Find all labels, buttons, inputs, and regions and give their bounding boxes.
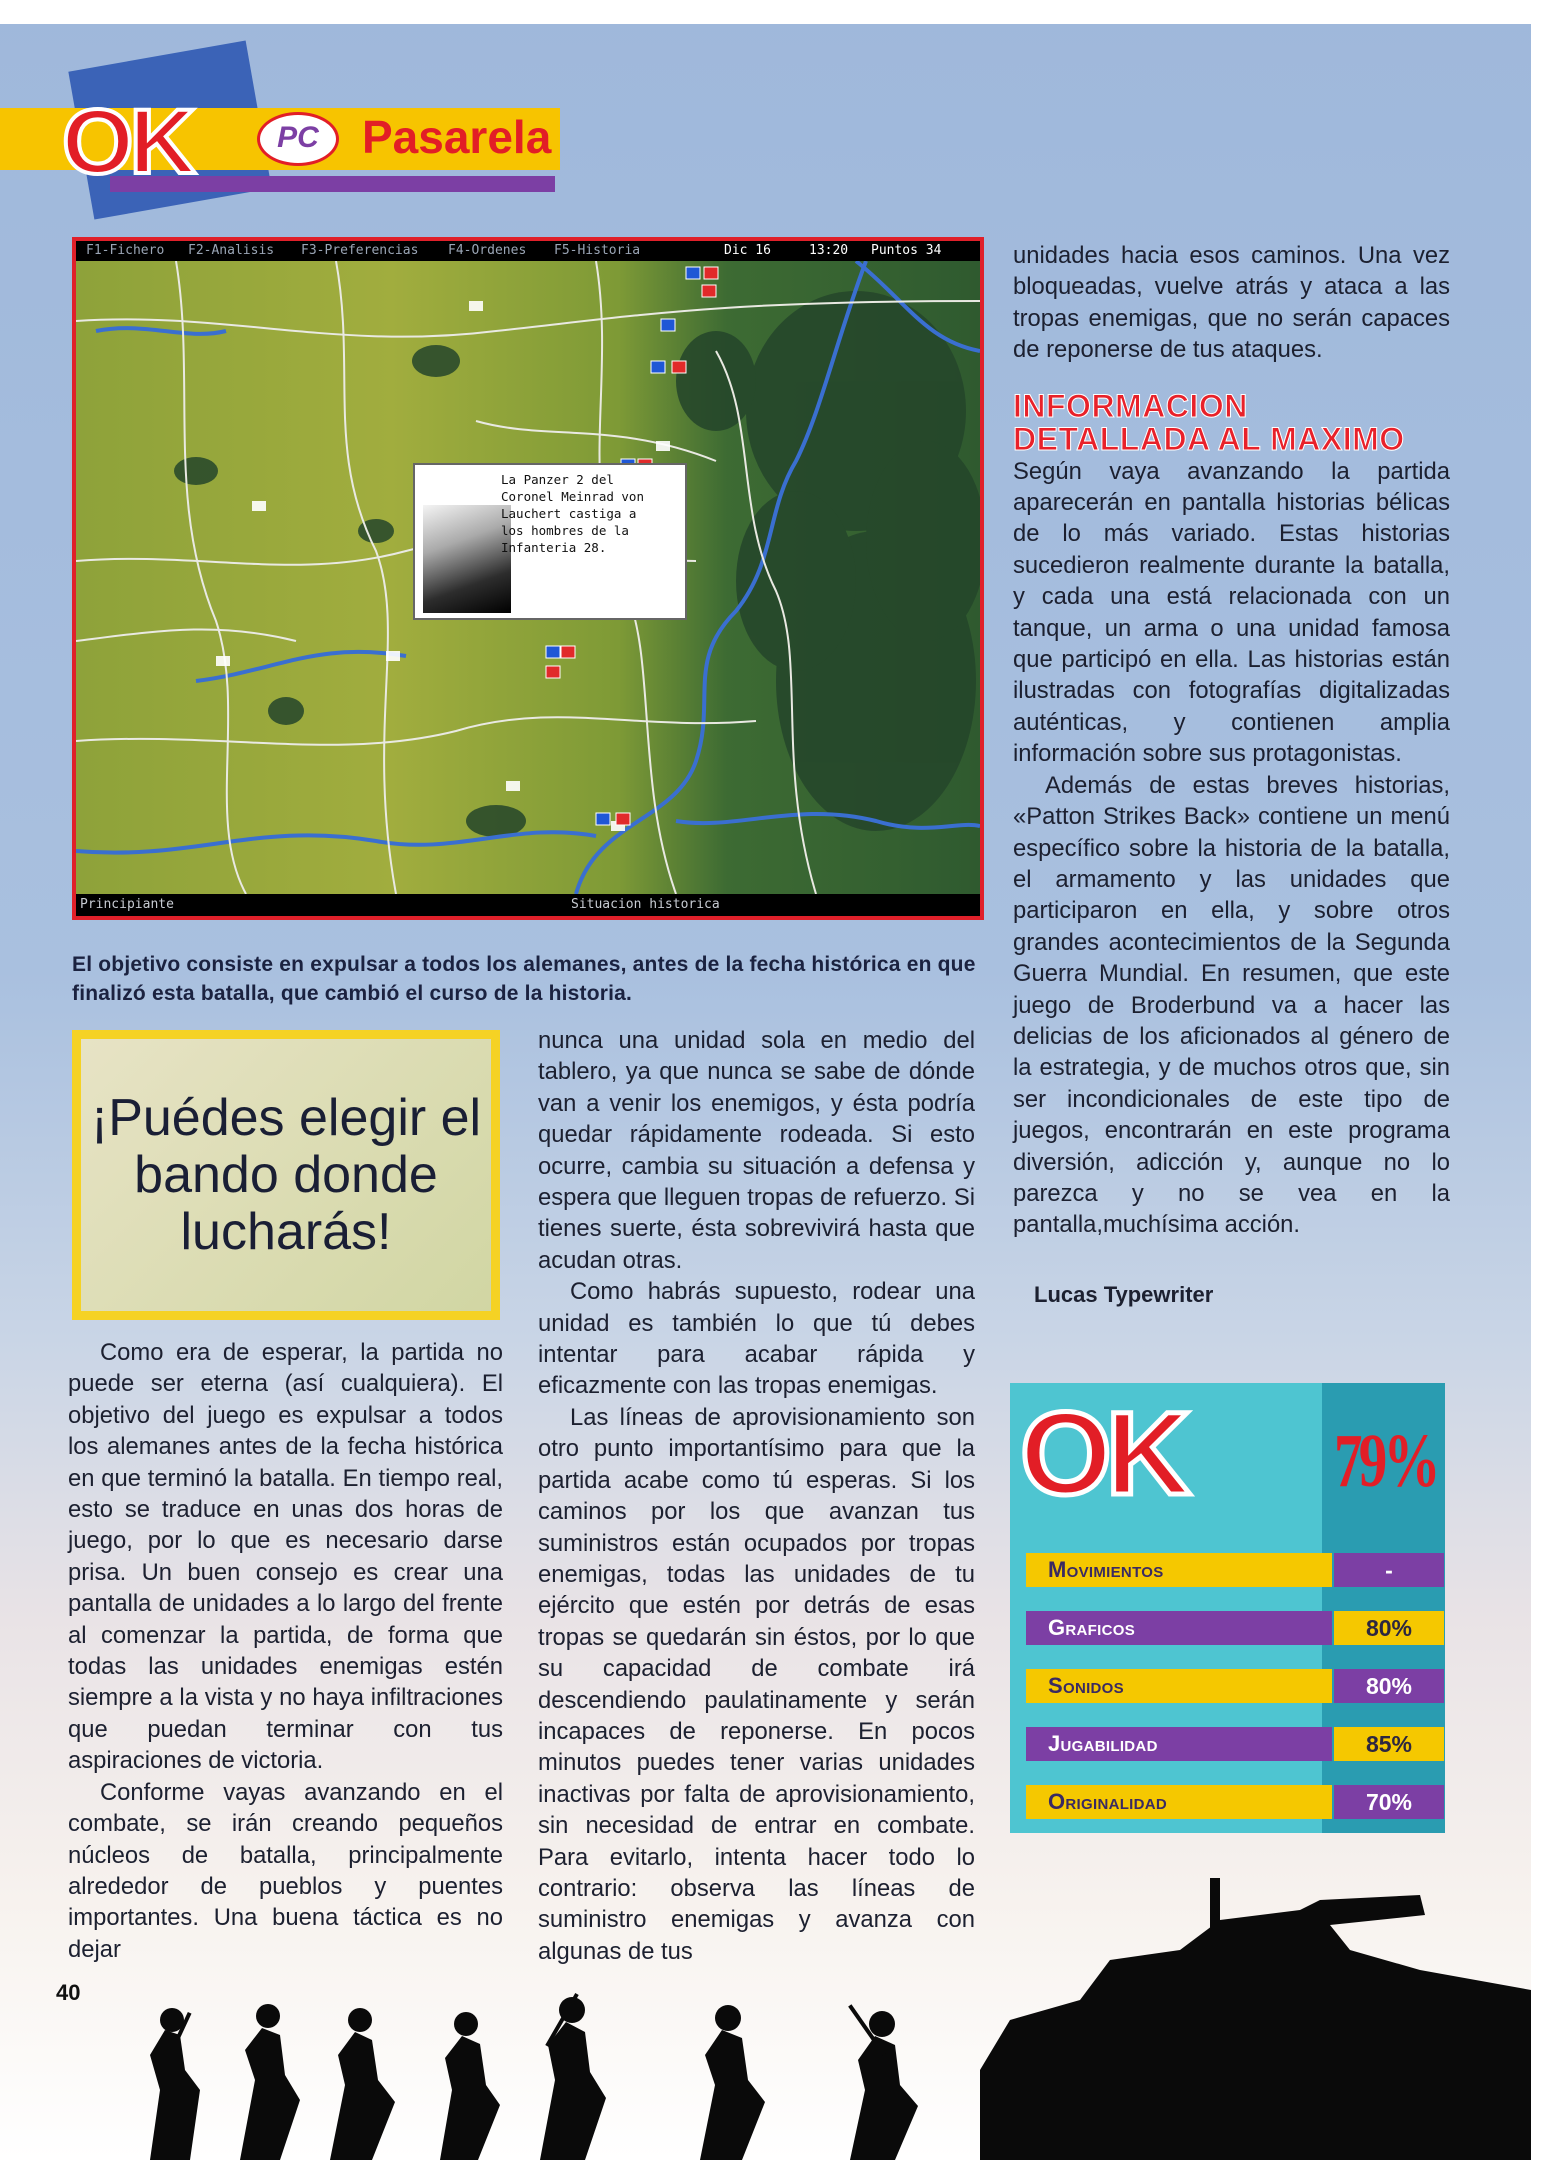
article-column-2 [538,1025,975,1967]
subheading [1013,387,1450,457]
paragraph: Además de estas breves historias, «Patton Strikes Back» contiene un menú específico sobre la historia de la batalla, el armamento y las unidades que participaron en ella, y sobre otros grandes acontecimientos de la Segunda Guerra Mundial. En resumen, que este juego de Broderbund va a hacer las delicias de los aficionados al género de la estrategia, y de muchos otros que, sin ser incondicionales de este tipo de juegos, encontrarán en este programa diversión, adicción y, aunque no lo parezca y no se vea en la pantalla,muchísima acción. [1013,771,1450,1239]
menu-item-preferencias: F3-Preferencias [301,243,419,258]
paragraph: Como era de esperar, la partida no puede ser eterna (así cualquiera). El objetivo del juego es expulsar a todos los alemanes antes de la fecha histórica en que terminó la batalla. En tiempo real, esto se traduce en unas dos horas de juego, por lo que es necesario darse prisa. Un buen consejo es crear una pantalla de unidades a lo largo del frente al comenzar la partida, de forma que todas las unidades enemigas estén siempre a la vista y no haya infiltraciones que puedan terminar con tus aspiraciones de victoria. [68,1339,503,1775]
byline: Lucas Typewriter [1034,1282,1214,1307]
overall-score: 79% [1334,1419,1437,1503]
tank-gun [1210,1878,1220,1928]
menu-item-fichero: F1-Fichero [86,243,165,258]
paragraph: unidades hacia esos caminos. Una vez bloqueadas, vuelve atrás y ataca a las tropas enemigas, que no serán capaces de reponerse de tus ataques. [1013,242,1450,364]
soldier [240,2028,300,2160]
paragraph: nunca una unidad sola en medio del tablero, ya que nunca se sabe de dónde van a venir los enemigos, y ésta podría quedar rápidamente rodeada. Si esto ocurre, cambia su situación a defensa y espera que lleguen tropas de refuerzo. Si tienes suerte, ésta sobrevivirá hasta que acudan otras. [538,1027,975,1274]
soldier [150,2030,200,2160]
page-right-margin [1531,0,1553,2160]
soldier [700,2030,765,2160]
game-menu-bar [76,241,980,261]
game-points: Puntos 34 [871,243,942,258]
page-top-margin [0,0,1553,24]
popup-text: La Panzer 2 del Coronel Meinrad von Lauchert castiga a los hombres de la Infanteria 28. [501,472,644,555]
rating-label: Jugabilidad [1026,1727,1332,1761]
rating-box [1010,1383,1445,1833]
soldier-head [256,2004,280,2028]
soldier-head [454,2012,478,2036]
callout-text: ¡Puédes elegir el bando donde lucharás! [90,1088,482,1261]
game-time: 13:20 [809,243,849,258]
callout-box [72,1030,500,1320]
difficulty-label: Principiante [80,897,174,912]
scenario-label: Situacion historica [571,897,720,912]
rating-row [1026,1785,1430,1819]
history-popup [413,463,687,620]
paragraph: Conforme vayas avanzando en el combate, se irán creando pequeños núcleos de batalla, principalmente alrededor de pueblos y puentes importantes. Una buena táctica es no dejar [68,1778,503,1963]
page-number: 40 [56,1980,81,2005]
subheading-line-1: INFORMACION [1013,387,1248,424]
rating-row [1026,1611,1430,1645]
tank-silhouette [980,1895,1531,2160]
screenshot-caption: El objetivo consiste en expulsar a todos los alemanes, antes de la fecha histórica en que finalizó esta batalla, que cambió el curso de la historia. [72,953,976,1005]
menu-item-analisis: F2-Analisis [188,243,275,258]
rating-label: Movimientos [1026,1553,1332,1587]
soldier [330,2032,395,2160]
soldier-head [348,2008,372,2032]
popup-photo [423,505,511,613]
rating-value: 70% [1334,1785,1444,1819]
menu-item-historia: F5-Historia [554,243,641,258]
rating-row [1026,1727,1430,1761]
rating-value: 80% [1334,1611,1444,1645]
rating-value: 80% [1334,1669,1444,1703]
soldier [440,2036,500,2160]
game-screenshot [72,237,984,920]
subheading-line-2: DETALLADA AL MAXIMO [1013,420,1405,457]
ok-logo: OK [62,91,192,193]
callout-inner [81,1039,491,1311]
rating-label: Graficos [1026,1611,1332,1645]
section-title: Pasarela [362,111,552,163]
game-status-bar [76,894,980,916]
paragraph: Como habrás supuesto, rodear una unidad es también lo que tú debes intentar para acabar rápida y eficazmente con las tropas enemigas. [538,1278,975,1400]
rating-value: 85% [1334,1727,1444,1761]
menu-item-ordenes: F4-Ordenes [448,243,527,258]
soldier-head [869,2011,895,2037]
game-date: Dic 16 [724,243,771,258]
soldiers-silhouette [0,1840,1531,2160]
pc-badge: PC [257,112,339,166]
rating-row [1026,1553,1430,1587]
rating-row [1026,1669,1430,1703]
paragraph: Según vaya avanzando la partida aparecerán en pantalla historias bélicas de lo más variado. Estas historias sucedieron realmente durante la batalla, y cada una está relacionada con un tanque, un arma o una unidad famosa que participó en ella. Las historias están ilustradas con fotografías digitalizadas auténticas, y contienen amplia información sobre sus protagonistas. [1013,457,1450,768]
rating-value: - [1334,1553,1444,1587]
soldier-head [715,2005,741,2031]
article-column-3 [1013,240,1450,1241]
paragraph: Las líneas de aprovisionamiento son otro punto importantísimo para que la partida acabe como tú esperas. Si los caminos por los que avanzan tus suministros están ocupados por tropas enemigas, todas las unidades de tu ejército que estén por detrás de esas tropas se quedarán sin éstos, por lo que su capacidad de combate irá descendiendo paulatinamente y serán incapaces de reponerse. En pocos minutos puedes tener varias unidades inactivas por falta de aprovisionamiento, sin necesidad de entrar en combate. Para evitarlo, intenta hacer todo lo contrario: observa las líneas de suministro enemigas y avanza con algunas de tus [538,1403,975,1965]
rating-label: Originalidad [1026,1785,1332,1819]
rating-label: Sonidos [1026,1669,1332,1703]
rating-ok-logo: OK [1020,1388,1185,1520]
